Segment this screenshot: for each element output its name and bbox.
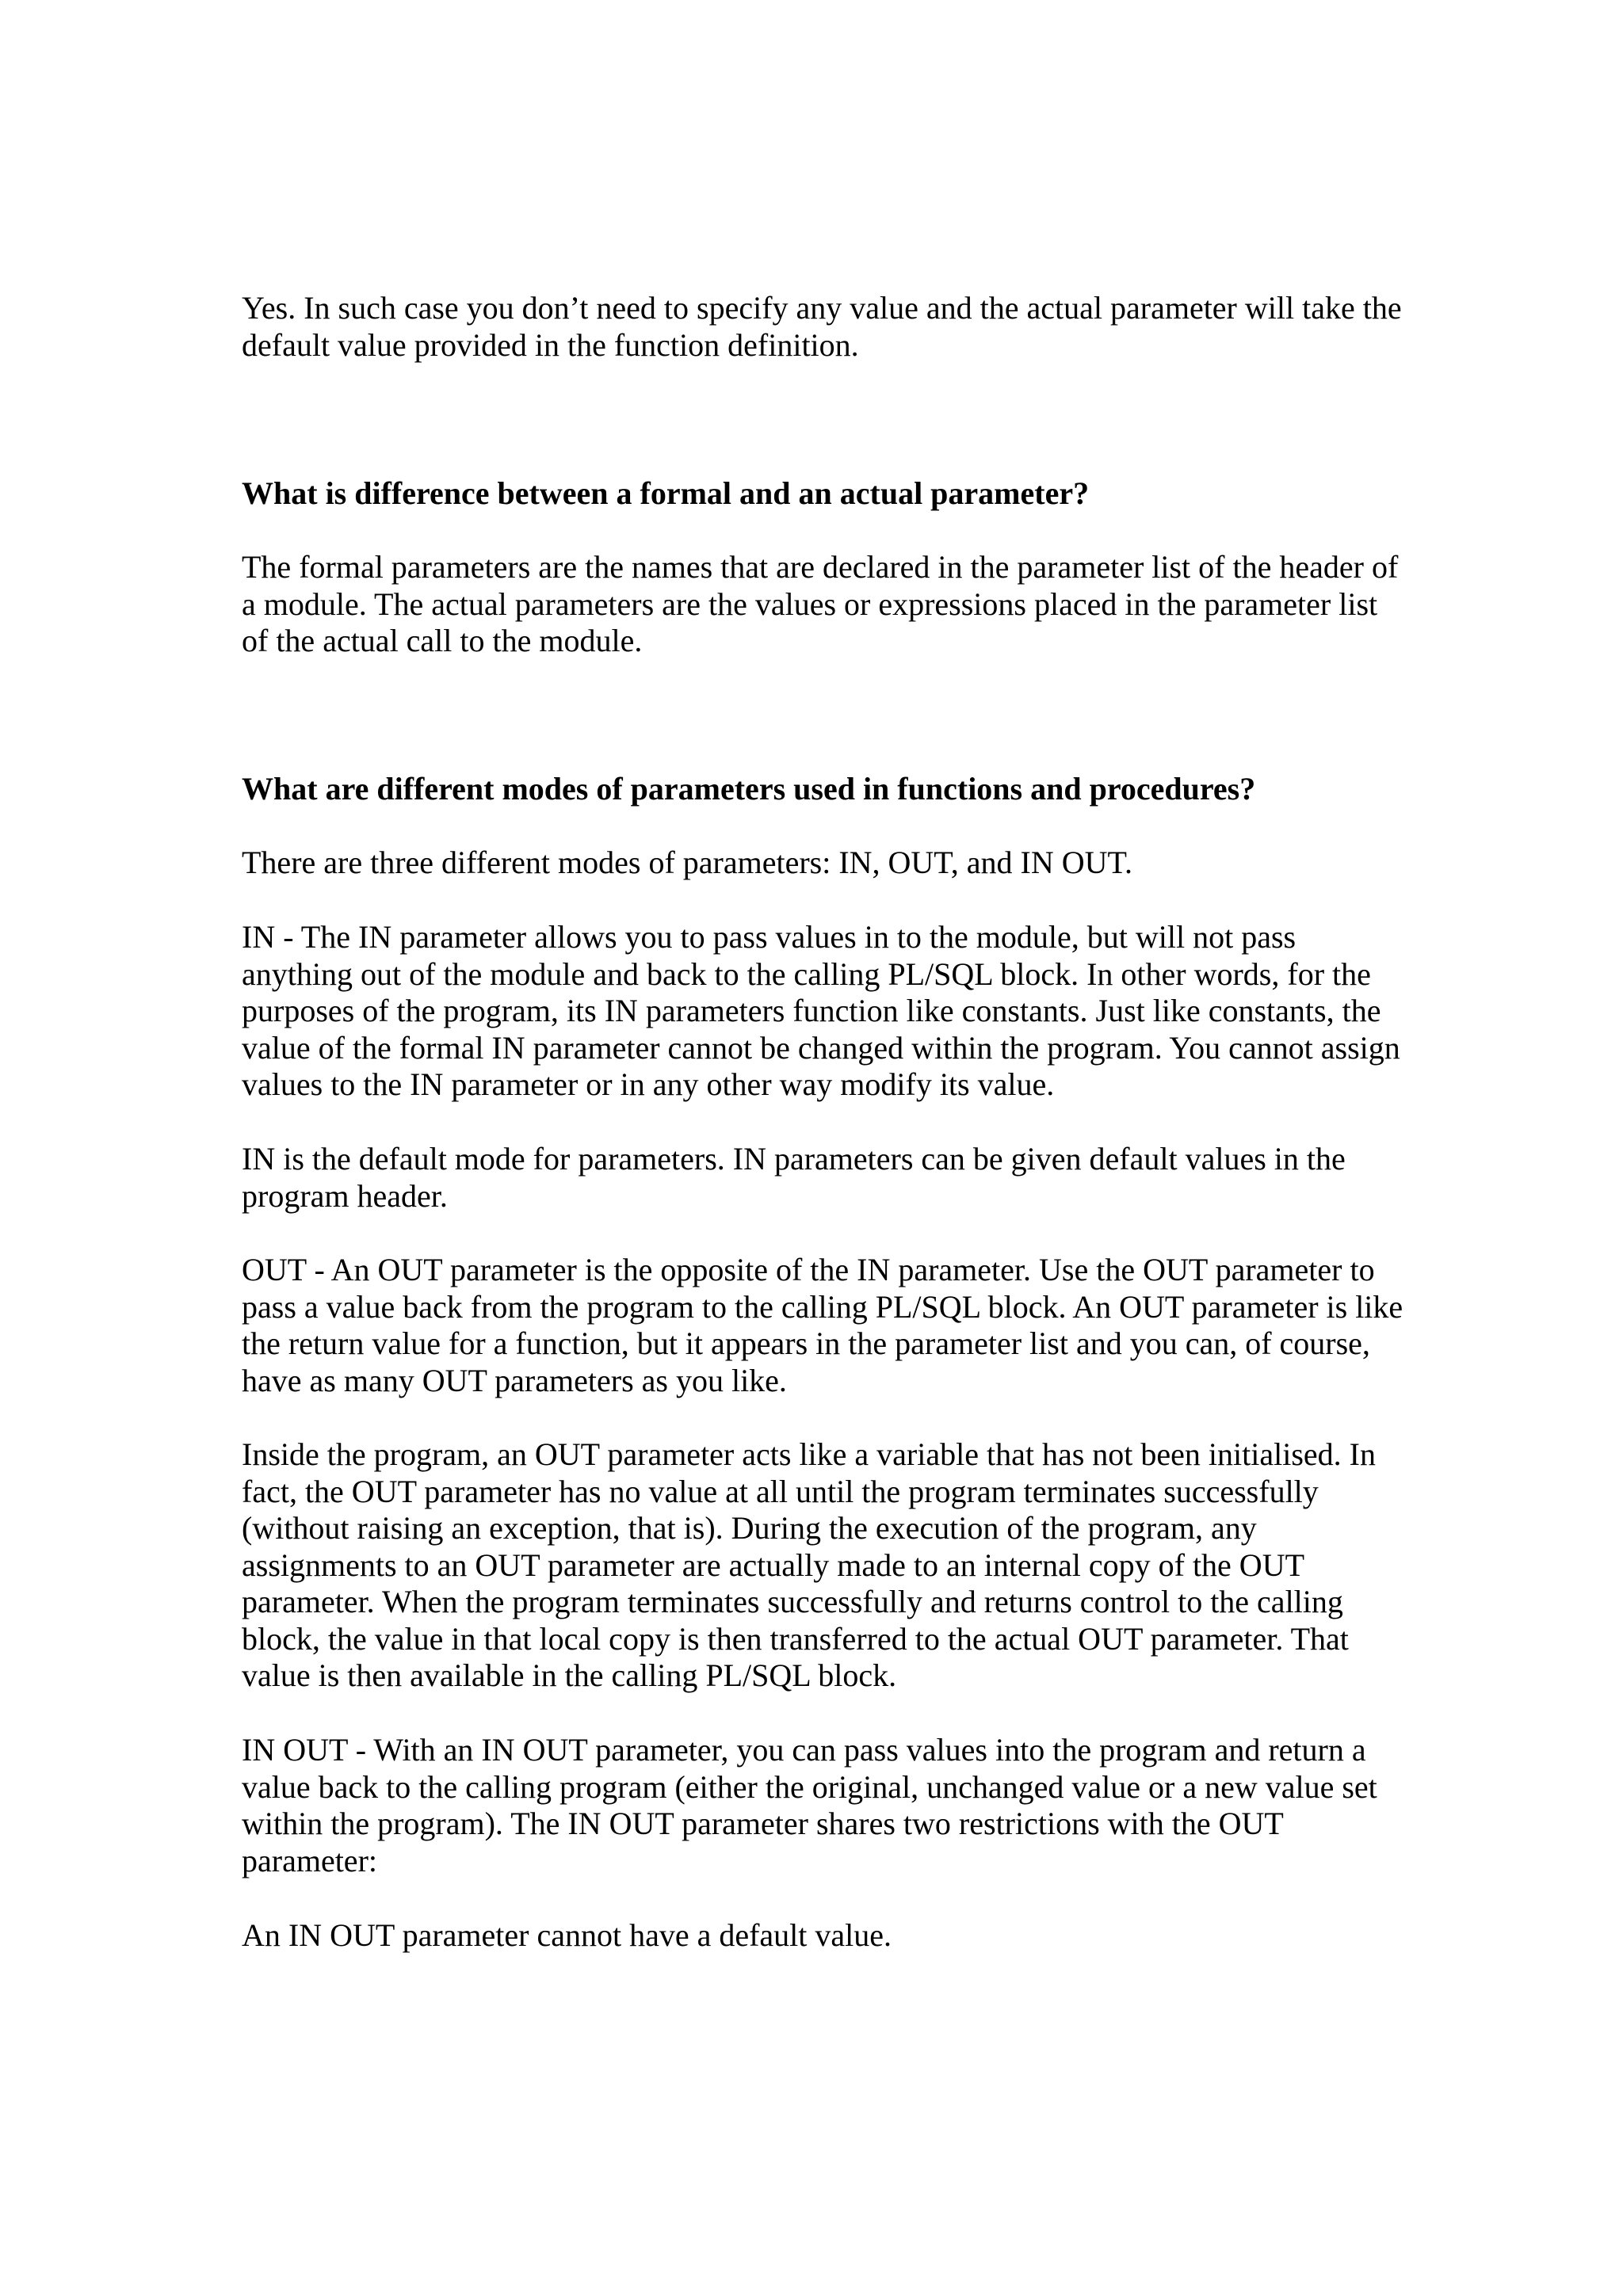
paragraph-three-modes: There are three different modes of parameters: IN, OUT, and IN OUT. — [242, 845, 1132, 880]
paragraph-in-default-mode: IN is the default mode for parameters. IN parameters can be given default values in the program header. — [242, 1141, 1346, 1214]
paragraph-formal-actual-definition: The formal parameters are the names that are declared in the parameter list of the header of a module. The actual parameters are the values or expressions placed in the parameter list of the actual call to the module. — [242, 549, 1399, 658]
paragraph-in-out-restriction: An IN OUT parameter cannot have a default value. — [242, 1917, 892, 1953]
paragraph-in-out-mode: IN OUT - With an IN OUT parameter, you can pass values into the program and return a value back to the calling program (either the original, unchanged value or a new value set within the program). The IN OUT parameter shares two restrictions with the OUT parameter: — [242, 1732, 1377, 1878]
paragraph-out-inside-program: Inside the program, an OUT parameter acts like a variable that has not been initialised. In fact, the OUT parameter has no value at all until the program terminates successfully (without raising an exception, that is). During the execution of the program, any assignments to an OUT parameter are actually made to an internal copy of the OUT parameter. When the program terminates successfully and returns control to the calling block, the value in that local copy is then transferred to the actual OUT parameter. That value is then available in the calling PL/SQL block. — [242, 1436, 1376, 1693]
paragraph-out-mode: OUT - An OUT parameter is the opposite of the IN parameter. Use the OUT parameter to pass a value back from the program to the calling PL/SQL block. An OUT parameter is like the return value for a function, but it appears in the parameter list and you can, of course, have as many OUT parameters as you like. — [242, 1252, 1403, 1398]
heading-parameter-modes: What are different modes of parameters used in functions and procedures? — [242, 771, 1256, 807]
paragraph-in-mode: IN - The IN parameter allows you to pass values in to the module, but will not pass anything out of the module and back to the calling PL/SQL block. In other words, for the purposes of the program, its IN parameters function like constants. Just like constants, the value of the formal IN parameter cannot be changed within the program. You cannot assign values to the IN parameter or in any other way modify its value. — [242, 919, 1400, 1102]
paragraph-default-value-answer: Yes. In such case you don’t need to specify any value and the actual parameter will take the default value provided in the function definition. — [242, 290, 1402, 363]
heading-formal-vs-actual-parameter: What is difference between a formal and an actual parameter? — [242, 475, 1090, 511]
